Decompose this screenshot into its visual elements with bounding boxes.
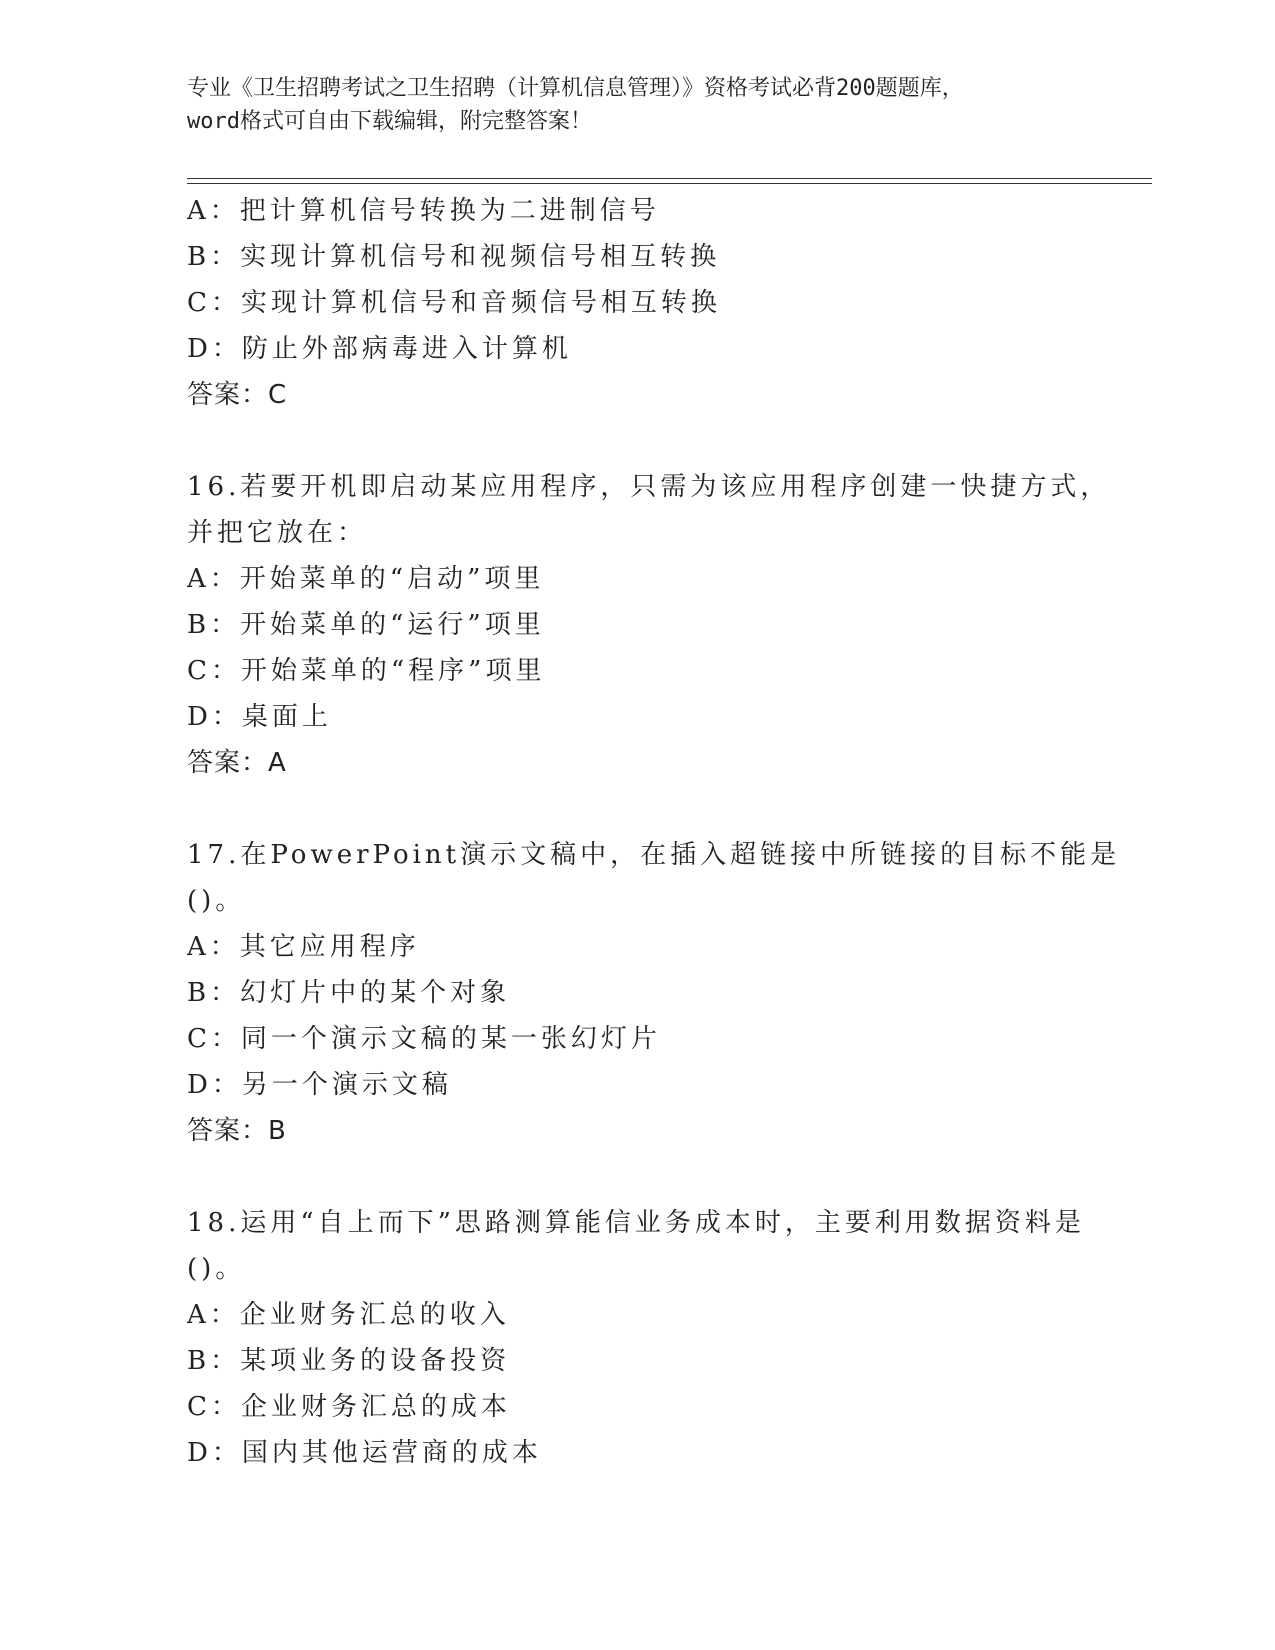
option-d: D：桌面上 (187, 702, 332, 732)
option-a: A：把计算机信号转换为二进制信号 (187, 196, 660, 226)
option-c: C：开始菜单的“程序”项里 (187, 656, 546, 686)
question-stem: 17.在PowerPoint演示文稿中，在插入超链接中所链接的目标不能是 (187, 840, 1121, 870)
spacer (187, 786, 1087, 832)
option-a: A：其它应用程序 (187, 932, 420, 962)
header-title-line-2: word格式可自由下载编辑，附完整答案！ (187, 109, 592, 134)
option-a: A：开始菜单的“启动”项里 (187, 564, 545, 594)
option-d: D：防止外部病毒进入计算机 (187, 334, 572, 364)
question-stem-continued: 并把它放在： (187, 518, 368, 548)
question-block-16 (187, 464, 1111, 786)
option-d: D：另一个演示文稿 (187, 1070, 452, 1100)
question-block-15 (187, 188, 1087, 418)
answer-line: 答案：B (187, 1116, 287, 1146)
spacer (187, 1154, 1087, 1200)
option-c: C：企业财务汇总的成本 (187, 1392, 511, 1422)
option-b: B：某项业务的设备投资 (187, 1346, 511, 1376)
question-block-17 (187, 832, 1121, 1154)
question-list (187, 188, 1121, 1476)
header-divider-top (187, 178, 1152, 179)
option-b: B：开始菜单的“运行”项里 (187, 610, 545, 640)
spacer (187, 418, 1087, 464)
option-d: D：国内其他运营商的成本 (187, 1438, 542, 1468)
option-a: A：企业财务汇总的收入 (187, 1300, 510, 1330)
option-c: C：实现计算机信号和音频信号相互转换 (187, 288, 721, 318)
option-c: C：同一个演示文稿的某一张幻灯片 (187, 1024, 661, 1054)
question-stem-continued: ()。 (187, 886, 246, 916)
option-b: B：幻灯片中的某个对象 (187, 978, 511, 1008)
header-title-line-1: 专业《卫生招聘考试之卫生招聘（计算机信息管理）》资格考试必背200题题库， (187, 76, 964, 101)
question-stem-continued: ()。 (187, 1254, 246, 1284)
answer-line: 答案：A (187, 748, 287, 778)
document-header (187, 72, 1087, 138)
answer-line: 答案：C (187, 380, 288, 410)
option-b: B：实现计算机信号和视频信号相互转换 (187, 242, 721, 272)
header-divider-bottom (187, 183, 1152, 184)
question-stem: 18.运用“自上而下”思路测算能信业务成本时，主要利用数据资料是 (187, 1208, 1085, 1238)
question-block-18 (187, 1200, 1087, 1476)
question-stem: 16.若要开机即启动某应用程序，只需为该应用程序创建一快捷方式， (187, 472, 1111, 502)
